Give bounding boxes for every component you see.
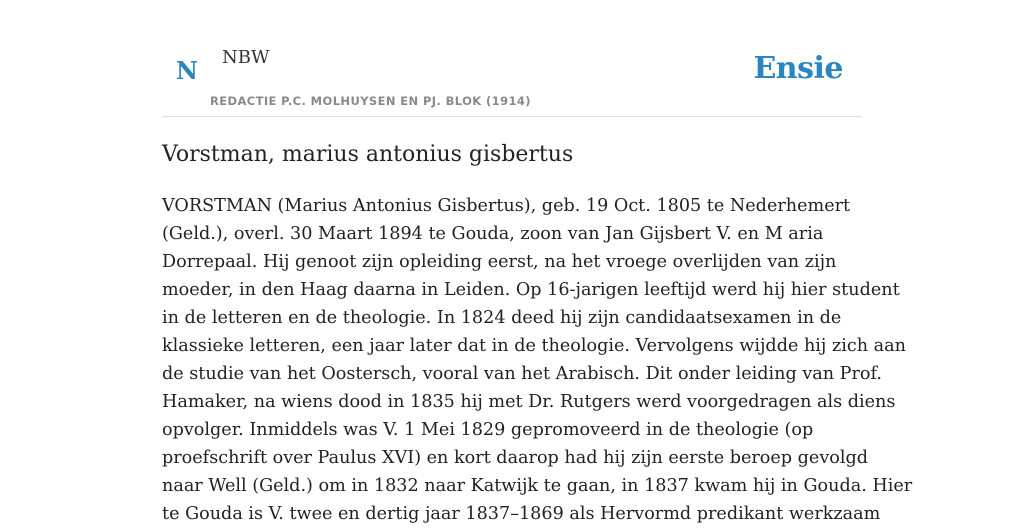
article-title: Vorstman, marius antonius gisbertus	[162, 142, 574, 167]
article-line: proefschrift over Paulus XVI) en kort daarop had hij zijn eerste beroep gevolgd	[162, 448, 869, 468]
article-line: de studie van het Oostersch, vooral van het Arabisch. Dit onder leiding van Prof.	[162, 364, 882, 384]
article-line: (Geld.), overl. 30 Maart 1894 te Gouda, zoon van Jan Gijsbert V. en M aria	[162, 224, 824, 244]
article-line: te Gouda is V. twee en dertig jaar 1837–1869 als Hervormd predikant werkzaam	[162, 504, 881, 524]
article-line: naar Well (Geld.) om in 1832 naar Katwijk te gaan, in 1837 kwam hij in Gouda. Hier	[162, 476, 913, 496]
article-line: VORSTMAN (Marius Antonius Gisbertus), geb. 19 Oct. 1805 te Nederhemert	[162, 196, 851, 216]
article-line: klassieke letteren, een jaar later dat in de theologie. Vervolgens wijdde hij zich aan	[162, 336, 906, 356]
article-line: Dorrepaal. Hij genoot zijn opleiding eerst, na het vroege overlijden van zijn	[162, 252, 837, 272]
article-line: opvolger. Inmiddels was V. 1 Mei 1829 gepromoveerd in de theologie (op	[162, 420, 814, 440]
source-name[interactable]: NBW	[222, 47, 270, 68]
article-line: Hamaker, na wiens dood in 1835 hij met Dr. Rutgers werd voorgedragen als diens	[162, 392, 896, 412]
article-line: in de letteren en de theologie. In 1824 deed hij zijn candidaatsexamen in de	[162, 308, 842, 328]
article-line: moeder, in den Haag daarna in Leiden. Op 16-jarigen leeftijd werd hij hier student	[162, 280, 900, 300]
source-header	[162, 0, 862, 117]
source-logo: N	[176, 56, 198, 85]
source-editors: REDACTIE P.C. MOLHUYSEN EN PJ. BLOK (1914)	[210, 94, 531, 108]
article-body	[162, 192, 913, 528]
brand-logo[interactable]: Ensie	[753, 51, 843, 86]
